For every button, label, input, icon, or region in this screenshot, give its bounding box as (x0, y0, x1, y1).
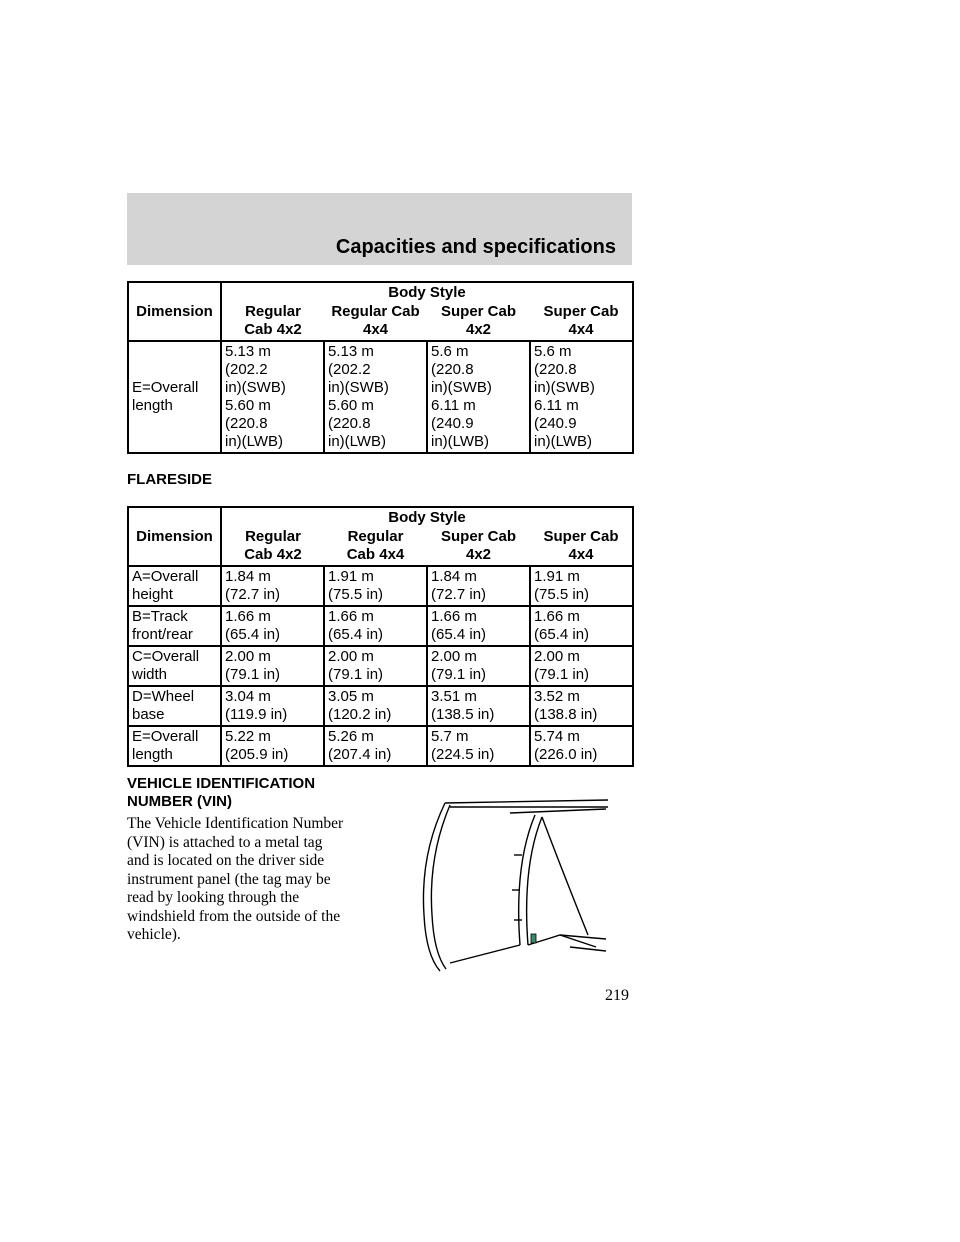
regular-length-table (127, 281, 634, 454)
flareside-heading: FLARESIDE (127, 471, 213, 488)
body-style-header: Body Style (221, 282, 633, 302)
vin-heading: VEHICLE IDENTIFICATION NUMBER (VIN) (127, 775, 316, 810)
table-cell: 1.66 m (65.4 in) (427, 606, 530, 646)
table-cell: 3.05 m (120.2 in) (324, 686, 427, 726)
table-cell: 1.91 m (75.5 in) (530, 566, 633, 606)
table-cell: 5.6 m (220.8 in)(SWB) 6.11 m (240.9 in)(LWB) (427, 341, 530, 453)
table-cell: 5.7 m (224.5 in) (427, 726, 530, 766)
table-cell: 1.66 m (65.4 in) (530, 606, 633, 646)
table-row (128, 566, 633, 606)
row-label: E=Overall length (128, 341, 221, 453)
table-cell: 5.13 m (202.2 in)(SWB) 5.60 m (220.8 in)(LWB) (221, 341, 324, 453)
page-section-title: Capacities and specifications (335, 236, 616, 258)
table-cell: 1.66 m (65.4 in) (221, 606, 324, 646)
table-cell: 5.74 m (226.0 in) (530, 726, 633, 766)
table-cell: 5.6 m (220.8 in)(SWB) 6.11 m (240.9 in)(LWB) (530, 341, 633, 453)
page-number: 219 (605, 987, 629, 1004)
column-header: Regular Cab 4x2 (221, 527, 324, 566)
table-cell: 3.04 m (119.9 in) (221, 686, 324, 726)
column-header: Super Cab 4x2 (427, 527, 530, 566)
vin-description: The Vehicle Identification Number (VIN) is attached to a metal tag and is located on the driver side instrument panel (the tag may be read by looking through the windshield from the outside of the vehicle). (127, 815, 344, 943)
column-header: Regular Cab 4x4 (324, 302, 427, 341)
table-cell: 5.22 m (205.9 in) (221, 726, 324, 766)
dimension-header: Dimension (128, 282, 221, 341)
row-label: C=Overall width (128, 646, 221, 686)
table-cell: 2.00 m (79.1 in) (221, 646, 324, 686)
table-cell: 1.91 m (75.5 in) (324, 566, 427, 606)
column-header: Super Cab 4x4 (530, 527, 633, 566)
row-label: D=Wheel base (128, 686, 221, 726)
vin-location-illustration (410, 795, 610, 975)
column-header: Regular Cab 4x4 (324, 527, 427, 566)
body-style-header: Body Style (221, 507, 633, 527)
table-cell: 3.51 m (138.5 in) (427, 686, 530, 726)
table-cell: 5.13 m (202.2 in)(SWB) 5.60 m (220.8 in)(LWB) (324, 341, 427, 453)
table-cell: 2.00 m (79.1 in) (530, 646, 633, 686)
column-header: Regular Cab 4x2 (221, 302, 324, 341)
table-cell: 1.84 m (72.7 in) (221, 566, 324, 606)
table-cell: 2.00 m (79.1 in) (427, 646, 530, 686)
table-cell: 2.00 m (79.1 in) (324, 646, 427, 686)
vin-tag-marker (531, 934, 536, 943)
row-label: E=Overall length (128, 726, 221, 766)
row-label: A=Overall height (128, 566, 221, 606)
table-cell: 3.52 m (138.8 in) (530, 686, 633, 726)
row-label: B=Track front/rear (128, 606, 221, 646)
table-row (128, 341, 633, 453)
column-header: Super Cab 4x2 (427, 302, 530, 341)
header-band (127, 193, 632, 265)
table-row (128, 606, 633, 646)
table-row (128, 726, 633, 766)
table-row (128, 686, 633, 726)
column-header: Super Cab 4x4 (530, 302, 633, 341)
flareside-table (127, 506, 634, 767)
table-cell: 1.84 m (72.7 in) (427, 566, 530, 606)
table-row (128, 646, 633, 686)
table-cell: 5.26 m (207.4 in) (324, 726, 427, 766)
table-cell: 1.66 m (65.4 in) (324, 606, 427, 646)
dimension-header: Dimension (128, 507, 221, 566)
